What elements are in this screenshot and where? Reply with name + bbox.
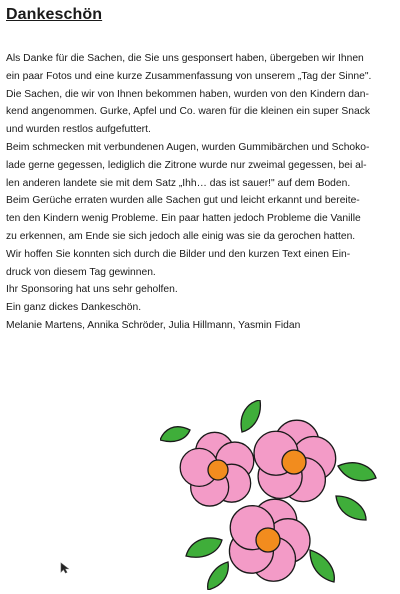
body-line: ein paar Fotos und eine kurze Zusammenfassung von unserem „Tag der Sinne". [6,70,372,82]
flower-icon [180,432,254,506]
body-line: lade gerne gegessen, lediglich die Zitrone wurde nur zweimal gegessen, bei al- [6,159,367,171]
body-line: zu erkennen, am Ende sie sich jedoch alle einig was sie da gerochen hatten. [6,230,356,242]
flower-center [256,528,280,552]
flower-icon [229,499,310,581]
body-line: Beim Gerüche erraten wurden alle Sachen gut und leicht erkannt und bereite- [6,195,360,207]
flower-cluster-icon [160,400,380,590]
body-line: Wir hoffen Sie konnten sich durch die Bilder und den kurzen Text einen Ein- [6,248,351,260]
body-line: kend angenommen. Gurke, Apfel und Co. waren für die kleinen ein super Snack [6,106,371,118]
page-title: Dankeschön [6,6,103,23]
body-line: Beim schmecken mit verbundenen Augen, wurden Gummibärchen und Schoko- [6,141,370,153]
body-line: Ihr Sponsoring hat uns sehr geholfen. [6,284,178,296]
letter-body [6,50,390,335]
body-line: druck von diesem Tag gewinnen. [6,266,156,278]
body-line: ten den Kindern wenig Probleme. Ein paar hatten jedoch Probleme die Vanille [6,213,361,225]
body-line: len anderen landete sie mit dem Satz „Ihh… das ist sauer!" auf dem Boden. [6,177,351,189]
flower-icon [254,420,336,501]
flower-center [208,460,228,480]
body-line: Die Sachen, die wir von Ihnen bekommen haben, wurden von den Kindern dan- [6,88,369,100]
signature-line: Melanie Martens, Annika Schröder, Julia Hillmann, Yasmin Fidan [6,319,301,331]
body-line: und wurden restlos aufgefuttert. [6,124,151,136]
cursor-arrow-icon [60,562,70,574]
flower-center [282,450,306,474]
body-line: Als Danke für die Sachen, die Sie uns gesponsert haben, übergeben wir Ihnen [6,53,364,64]
body-line: Ein ganz dickes Dankeschön. [6,302,142,314]
